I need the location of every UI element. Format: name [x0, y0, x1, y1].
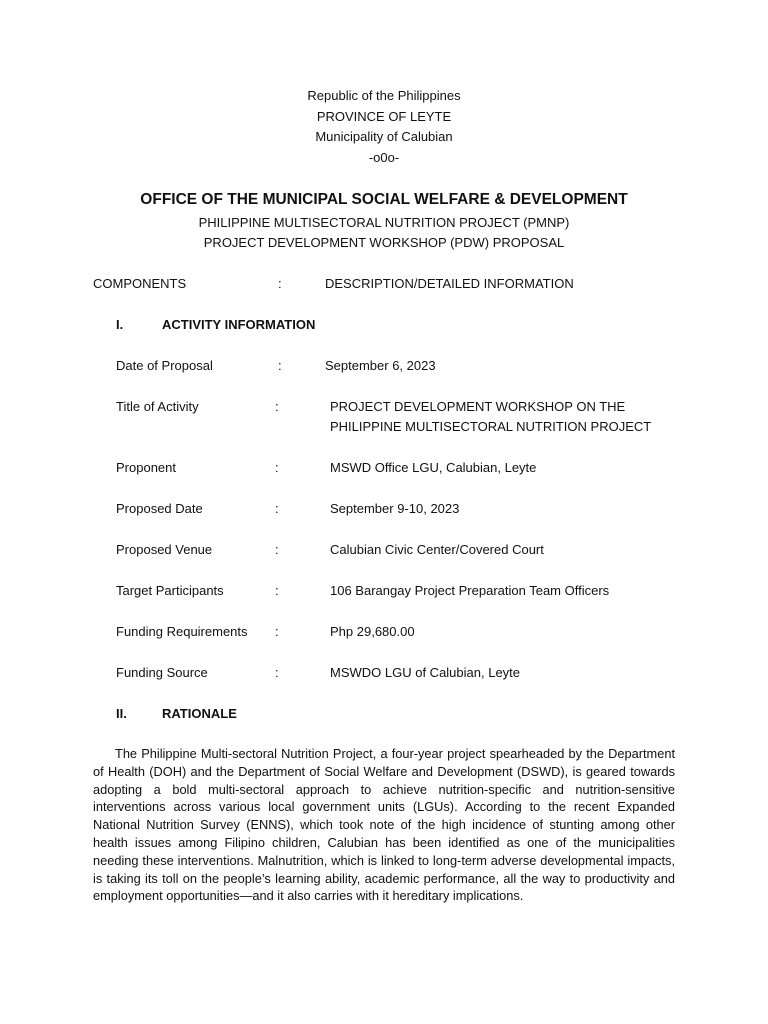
header-province: PROVINCE OF LEYTE: [316, 109, 452, 124]
row-value: MSWD Office LGU, Calubian, Leyte: [330, 460, 537, 475]
row-value: 106 Barangay Project Preparation Team Officers: [330, 583, 610, 598]
row-colon: :: [275, 624, 279, 639]
row-value: Calubian Civic Center/Covered Court: [330, 542, 544, 557]
row-label: Funding Requirements: [116, 624, 248, 639]
header-republic: Republic of the Philippines: [307, 88, 461, 103]
rationale-paragraph: [93, 745, 675, 905]
row-colon: :: [275, 501, 279, 516]
header-separator: -o0o-: [368, 150, 400, 165]
section-1-title: ACTIVITY INFORMATION: [162, 317, 316, 332]
row-value-continued: PHILIPPINE MULTISECTORAL NUTRITION PROJECT: [330, 419, 652, 434]
components-colon: :: [278, 276, 282, 291]
section-2-title: RATIONALE: [162, 706, 237, 721]
row-value: MSWDO LGU of Calubian, Leyte: [330, 665, 521, 680]
row-colon: :: [275, 399, 279, 414]
row-colon: :: [278, 358, 282, 373]
components-label: COMPONENTS: [93, 276, 187, 291]
section-2-numeral: II.: [116, 706, 127, 721]
row-label: Proposed Date: [116, 501, 203, 516]
row-colon: :: [275, 665, 279, 680]
row-colon: :: [275, 583, 279, 598]
row-label: Target Participants: [116, 583, 224, 598]
row-value: September 6, 2023: [325, 358, 436, 373]
row-label: Funding Source: [116, 665, 208, 680]
project-title: PHILIPPINE MULTISECTORAL NUTRITION PROJECT (PMNP): [198, 215, 570, 230]
components-value: DESCRIPTION/DETAILED INFORMATION: [325, 276, 574, 291]
office-title: OFFICE OF THE MUNICIPAL SOCIAL WELFARE & DEVELOPMENT: [140, 191, 628, 208]
row-label: Date of Proposal: [116, 358, 213, 373]
row-label: Title of Activity: [116, 399, 199, 414]
proposal-title: PROJECT DEVELOPMENT WORKSHOP (PDW) PROPOSAL: [203, 235, 565, 250]
row-colon: :: [275, 542, 279, 557]
row-label: Proponent: [116, 460, 176, 475]
row-value: Php 29,680.00: [330, 624, 415, 639]
rationale-text: The Philippine Multi-sectoral Nutrition Project, a four-year project spearheaded by the Department of Health (DOH) and the Department of Social Welfare and Development (DSWD), is geared towards adopting a bold multi-sectoral approach to achieve nutrition-specific and nutrition-sensitive interventions across various local government units (LGUs). According to the recent Expanded National Nutrition Survey (ENNS), which took note of the high incidence of stunting among other health issues among Filipino children, Calubian has been identified as one of the municipalities needing these interventions. Malnutrition, which is linked to long-term adverse developmental impacts, is taking its toll on the people’s learning ability, academic performance, all the way to productivity and employment opportunities—and it also carries with it hereditary implications.: [93, 746, 675, 904]
section-1-numeral: I.: [116, 317, 124, 332]
row-label: Proposed Venue: [116, 542, 213, 557]
row-value: September 9-10, 2023: [330, 501, 460, 516]
row-colon: :: [275, 460, 279, 475]
header-municipality: Municipality of Calubian: [315, 129, 453, 144]
row-value: PROJECT DEVELOPMENT WORKSHOP ON THE: [330, 399, 626, 414]
